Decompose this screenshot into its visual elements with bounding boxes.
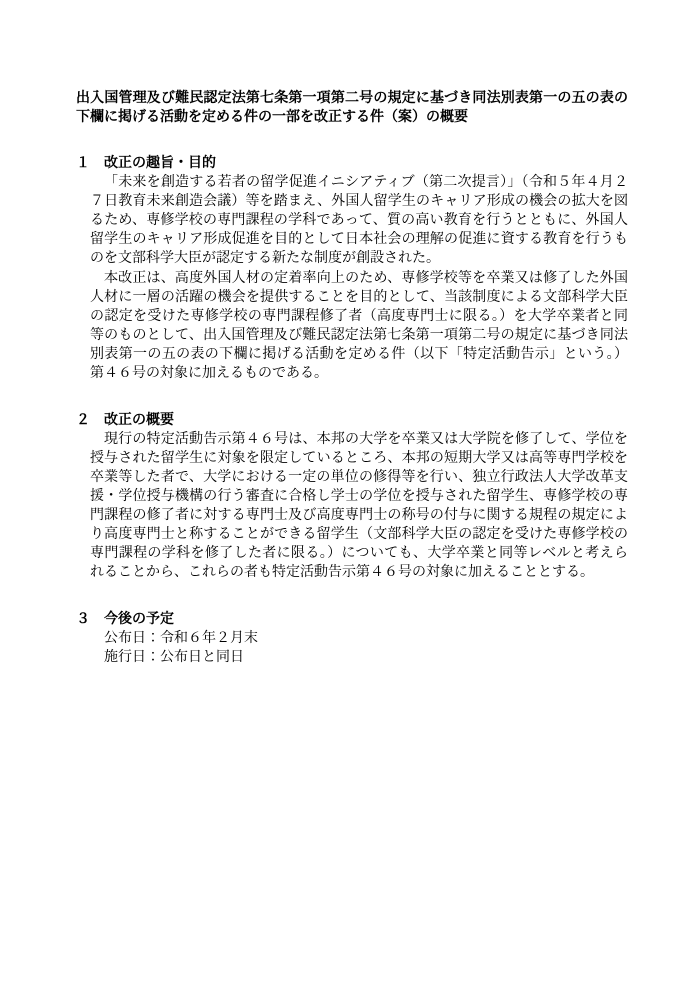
document-title: 出入国管理及び難民認定法第七条第一項第二号の規定に基づき同法別表第一の五の表の下欄に掲げる活動を定める件の一部を改正する件（案）の概要 <box>76 89 628 124</box>
section-heading-purpose <box>76 153 628 172</box>
section-purpose <box>76 153 628 383</box>
section-body <box>76 173 628 383</box>
section-outline <box>76 410 628 582</box>
section-number: ２ <box>76 411 90 427</box>
paragraph: 本改正は、高度外国人材の定着率向上のため、専修学校等を卒業又は修了した外国人材に一層の活躍の機会を提供することを目的として、当該制度による文部科学大臣の認定を受けた専修学校の専門課程修了者（高度専門士に限る。）を大学卒業者と同等のものとして、出入国管理及び難民認定法第七条第一項第二号の規定に基づき同法別表第一の五の表の下欄に掲げる活動を定める件（以下「特定活動告示」という。）第４６号の対象に加えるものである。 <box>90 271 628 381</box>
section-body <box>76 430 628 582</box>
section-number: ３ <box>76 610 90 626</box>
section-heading-text: 改正の趣旨・目的 <box>104 154 216 170</box>
paragraph: 「未来を創造する若者の留学促進イニシアティブ（第二次提言）」（令和５年４月２７日教育未来創造会議）等を踏まえ、外国人留学生のキャリア形成の機会の拡大を図るため、専修学校の専門課程の学科であって、質の高い教育を行うとともに、外国人留学生のキャリア形成促進を目的として日本社会の理解の促進に資する教育を行うものを文部科学大臣が認定する新たな制度が創設された。 <box>90 175 628 266</box>
section-heading-schedule <box>76 609 628 628</box>
section-body <box>76 629 628 667</box>
section-heading-text: 改正の概要 <box>104 411 174 427</box>
schedule-line-enforcement: 施行日：公布日と同日 <box>104 650 244 665</box>
section-schedule <box>76 609 628 667</box>
section-heading-text: 今後の予定 <box>104 610 174 626</box>
section-heading-outline <box>76 410 628 429</box>
paragraph: 現行の特定活動告示第４６号は、本邦の大学を卒業又は大学院を修了して、学位を授与された留学生に対象を限定しているところ、本邦の短期大学又は高等専門学校を卒業等した者で、大学における一定の単位の修得等を行い、独立行政法人大学改革支援・学位授与機構の行う審査に合格し学士の学位を授与された留学生、専修学校の専門課程の修了者に対する専門士及び高度専門士の称号の付与に関する規程の規定により高度専門士と称することができる留学生（文部科学大臣の認定を受けた専修学校の専門課程の学科を修了した者に限る。）についても、大学卒業と同等レベルと考えられることから、これらの者も特定活動告示第４６号の対象に加えることとする。 <box>90 432 628 580</box>
section-number: １ <box>76 154 90 170</box>
schedule-line-promulgation: 公布日：令和６年２月末 <box>104 631 258 646</box>
